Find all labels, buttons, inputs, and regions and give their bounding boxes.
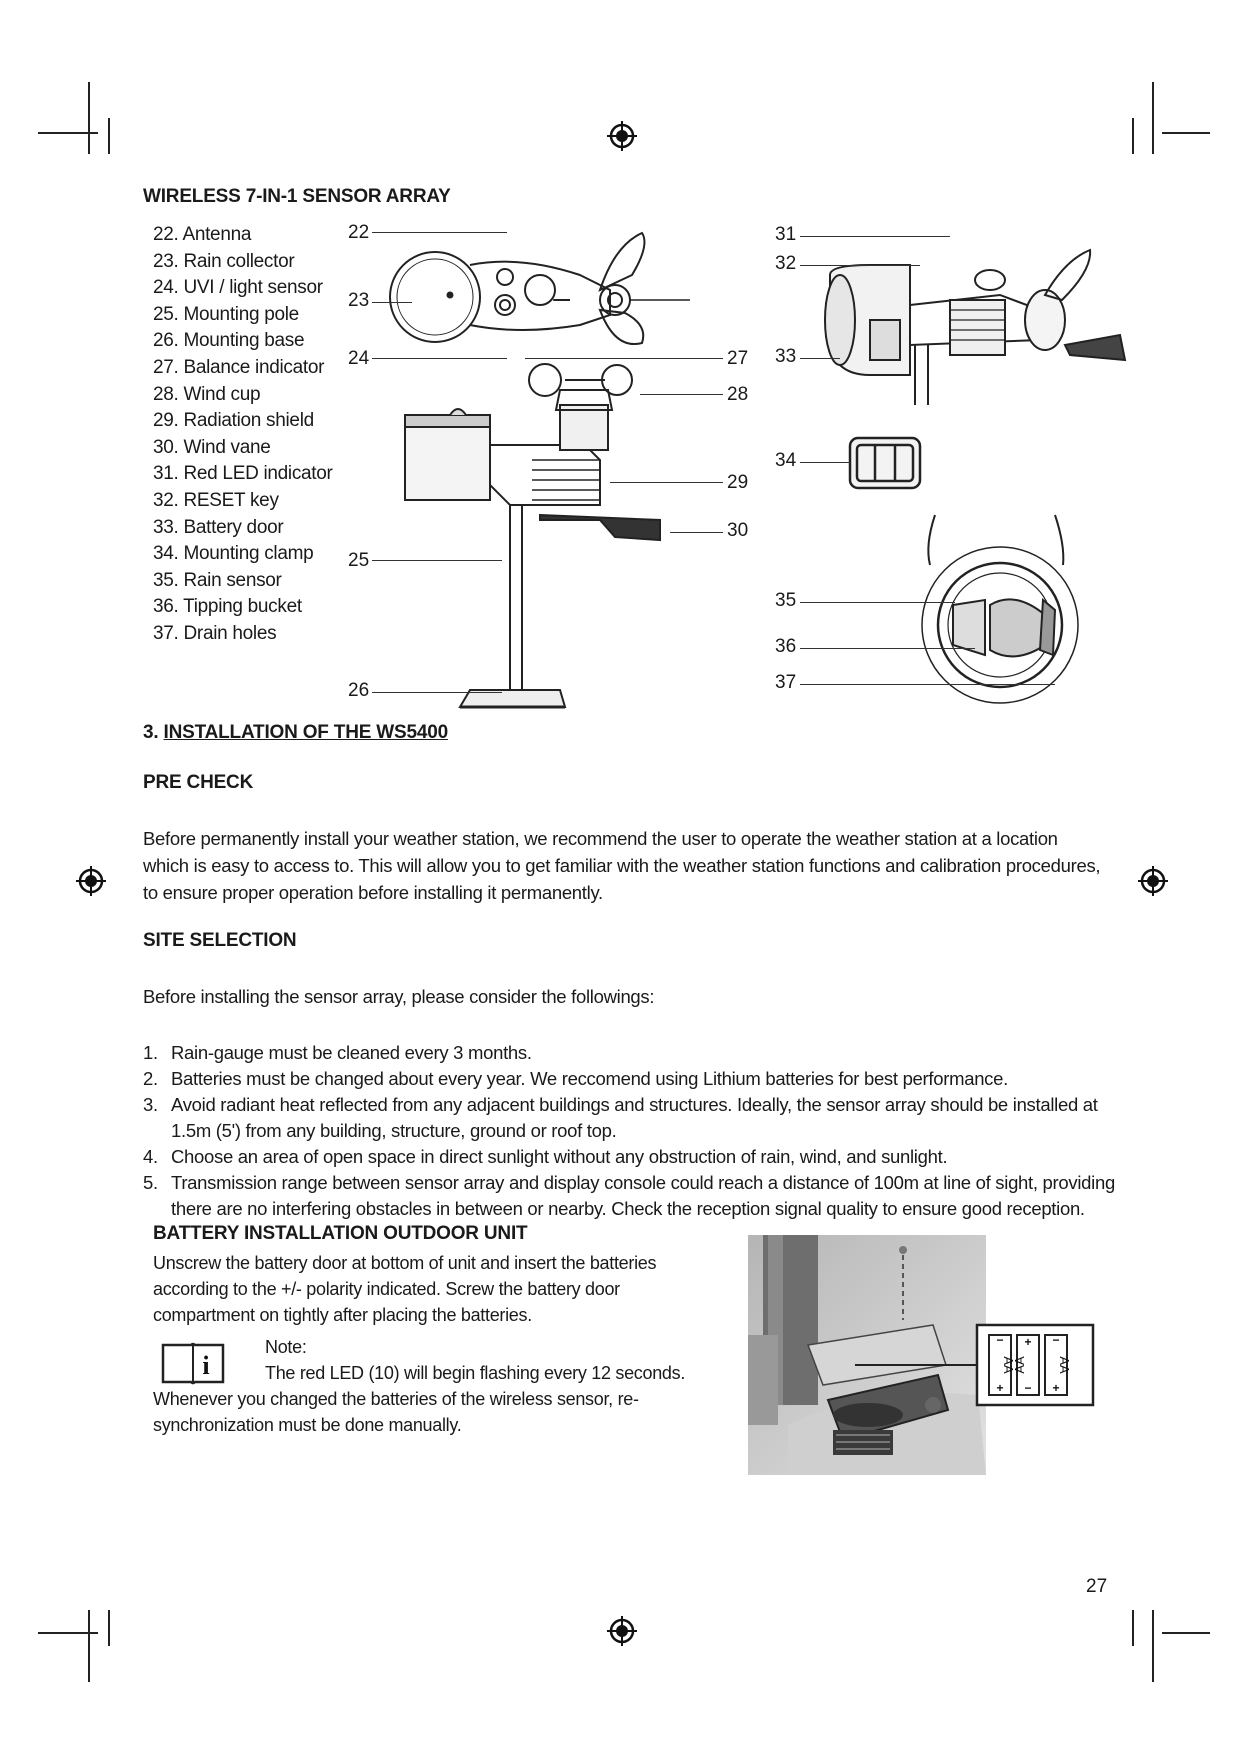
- rain-sensor-diagram: [905, 505, 1095, 705]
- battery-label: AA: [1012, 1356, 1027, 1374]
- leader-line: [372, 560, 502, 561]
- site-selection-title: SITE SELECTION: [143, 930, 297, 951]
- list-item-number: 1.: [143, 1042, 158, 1063]
- registration-mark-right: [1138, 866, 1168, 896]
- list-item: [143, 1040, 1123, 1066]
- battery-installation-text: Unscrew the battery door at bottom of unit and insert the batteries according to the +/- polarity indicated. Screw the battery door compartment on tightly after placing the batteries.: [153, 1253, 657, 1325]
- list-item: 28. Wind cup: [153, 383, 261, 405]
- leader-line: [800, 236, 950, 237]
- list-item: 24. UVI / light sensor: [153, 277, 323, 299]
- list-item: 34. Mounting clamp: [153, 543, 314, 565]
- leader-line: [800, 648, 975, 649]
- list-item-number: 5.: [143, 1172, 158, 1193]
- leader-line: [800, 462, 850, 463]
- callout-22: 22: [348, 222, 370, 243]
- note-icon-glyph: i: [202, 1351, 210, 1380]
- callout-31: 31: [775, 224, 797, 245]
- sensor-array-title: WIRELESS 7-IN-1 SENSOR ARRAY: [143, 186, 451, 207]
- leader-line: [372, 232, 507, 233]
- site-selection-list: [143, 1040, 1123, 1222]
- callout-29: 29: [727, 472, 749, 493]
- list-item-text: Rain-gauge must be cleaned every 3 months.: [171, 1042, 532, 1063]
- list-item-text: Choose an area of open space in direct sunlight without any obstruction of rain, wind, and sunlight.: [171, 1146, 948, 1167]
- list-item: 26. Mounting base: [153, 330, 305, 352]
- mounting-clamp-diagram: [845, 430, 925, 495]
- svg-text:+: +: [1024, 1335, 1032, 1349]
- svg-text:−: −: [1052, 1333, 1060, 1347]
- sensor-array-diagram: [360, 215, 720, 715]
- registration-mark-bottom: [607, 1616, 637, 1646]
- list-item: 35. Rain sensor: [153, 569, 282, 591]
- registration-mark-left: [76, 866, 106, 896]
- list-item-text: Batteries must be changed about every year. We reccomend using Lithium batteries for best performance.: [171, 1068, 1008, 1089]
- list-item: [143, 1170, 1123, 1222]
- callout-27: 27: [727, 348, 749, 369]
- page-number: 27: [1086, 1576, 1108, 1597]
- leader-line: [800, 684, 1055, 685]
- note-label: Note:: [265, 1337, 307, 1357]
- battery-installation-title: BATTERY INSTALLATION OUTDOOR UNIT: [153, 1223, 528, 1244]
- list-item: [143, 1066, 1123, 1092]
- leader-line: [610, 482, 723, 483]
- callout-26: 26: [348, 680, 370, 701]
- battery-polarity-diagram: [855, 1320, 1095, 1410]
- list-item: [143, 1144, 1123, 1170]
- list-item: 29. Radiation shield: [153, 410, 314, 432]
- leader-line: [800, 602, 955, 603]
- site-selection-intro: Before installing the sensor array, please consider the followings:: [143, 986, 655, 1007]
- svg-text:+: +: [996, 1381, 1004, 1395]
- list-item: 31. Red LED indicator: [153, 463, 333, 485]
- list-item: 32. RESET key: [153, 489, 279, 511]
- leader-line: [372, 358, 507, 359]
- sensor-rear-diagram: [800, 225, 1130, 415]
- svg-text:−: −: [996, 1333, 1004, 1347]
- note-text: The red LED (10) will begin flashing every 12 seconds.: [265, 1363, 686, 1383]
- list-item-number: 3.: [143, 1094, 158, 1115]
- list-item: [143, 1092, 1123, 1144]
- leader-line: [372, 692, 502, 693]
- battery-label: AA: [1001, 1356, 1016, 1374]
- callout-25: 25: [348, 550, 370, 571]
- leader-line: [670, 532, 723, 533]
- list-item-number: 4.: [143, 1146, 158, 1167]
- leader-line: [372, 302, 412, 303]
- list-item-text: Transmission range between sensor array and display console could reach a distance of 100m at line of sight, providing there are no interfering obstacles in between or nearby. Check the reception signal quality to ensure good reception.: [171, 1172, 1115, 1219]
- leader-line: [800, 265, 920, 266]
- list-item-text: Avoid radiant heat reflected from any adjacent buildings and structures. Ideally, the sensor array should be installed at 1.5m (5') from any building, structure, ground or roof top.: [171, 1094, 1098, 1141]
- callout-24: 24: [348, 348, 370, 369]
- list-item: 36. Tipping bucket: [153, 596, 302, 618]
- callout-28: 28: [727, 384, 749, 405]
- svg-text:−: −: [1024, 1381, 1032, 1395]
- callout-33: 33: [775, 346, 797, 367]
- pre-check-text: Before permanently install your weather station, we recommend the user to operate the weather station at a location which is easy to access to. This will allow you to get familiar with the weather station functions and calibration procedures, to ensure proper operation before installing it permanently.: [143, 828, 1101, 903]
- leader-line: [640, 394, 723, 395]
- callout-35: 35: [775, 590, 797, 611]
- leader-line: [800, 358, 840, 359]
- callout-34: 34: [775, 450, 797, 471]
- list-item: 25. Mounting pole: [153, 303, 299, 325]
- installation-heading: [143, 722, 448, 744]
- installation-heading-number: 3.: [143, 722, 159, 743]
- list-item: 22. Antenna: [153, 224, 252, 245]
- list-item-number: 2.: [143, 1068, 158, 1089]
- callout-32: 32: [775, 253, 797, 274]
- note-info-icon: [160, 1340, 226, 1386]
- callout-23: 23: [348, 290, 370, 311]
- installation-heading-text: INSTALLATION OF THE WS5400: [163, 722, 448, 743]
- svg-text:+: +: [1052, 1381, 1060, 1395]
- list-item: 37. Drain holes: [153, 622, 277, 644]
- callout-36: 36: [775, 636, 797, 657]
- callout-30: 30: [727, 520, 749, 541]
- after-note-text: Whenever you changed the batteries of the wireless sensor, re-synchronization must be done manually.: [153, 1389, 639, 1435]
- list-item: 23. Rain collector: [153, 250, 295, 272]
- pre-check-title: PRE CHECK: [143, 772, 254, 793]
- list-item: 30. Wind vane: [153, 436, 271, 458]
- registration-mark-top: [607, 121, 637, 151]
- list-item: 33. Battery door: [153, 516, 284, 538]
- battery-label: AA: [1057, 1356, 1072, 1374]
- callout-37: 37: [775, 672, 797, 693]
- list-item: 27. Balance indicator: [153, 356, 325, 378]
- parts-list: [153, 222, 333, 648]
- leader-line: [525, 358, 723, 359]
